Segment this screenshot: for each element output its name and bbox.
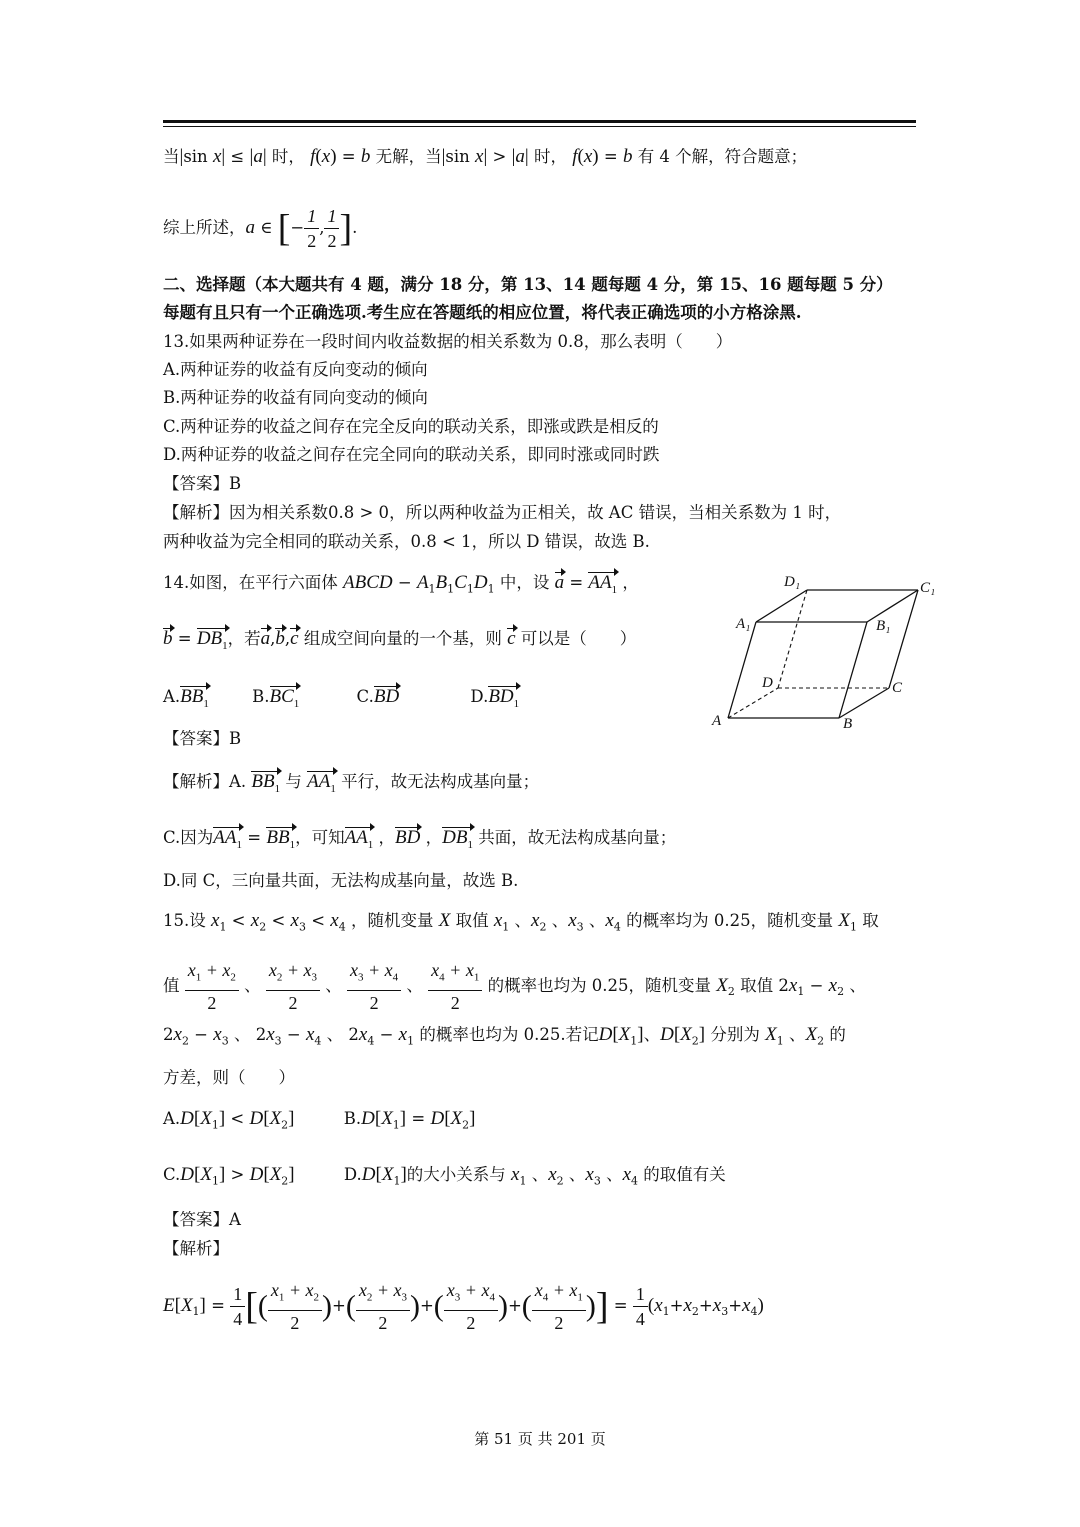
q14-stem-2: $b = DB_1$，若a,b,c 组成空间向量的一个基，则 c 可以是（ ） <box>163 628 636 657</box>
label-c1: C₁ <box>920 580 936 596</box>
q13-option-c: C.两种证券的收益之间存在完全反向的联动关系，即涨或跌是相反的 <box>163 417 659 436</box>
q14-options: $A.BB_1$ $B.BC_1$ C.BD $D.BD_1$ <box>163 686 519 715</box>
header-rule-thin <box>163 126 916 127</box>
q13-analysis-1: 【解析】因为相关系数0.8 > 0，所以两种收益为正相关，故 AC 错误，当相关系数为 1 时， <box>163 503 842 522</box>
label-a1: A₁ <box>736 616 751 632</box>
q13-stem: 13.如果两种证券在一段时间内收益数据的相关系数为 0.8，那么表明（ ） <box>163 332 733 351</box>
q15-stem-1: 15.设 $x_1 < x_2 < x_3 < x_4$ ，随机变量 X 取值 $x_1$ 、$x_2$ 、$x_3$ 、$x_4$ 的概率均为 0.25，随机变量 $X_1$ 取 <box>163 910 879 934</box>
q13-answer: 【答案】B <box>163 474 242 493</box>
section-heading-2: 每题有且只有一个正确选项.考生应在答题纸的相应位置，将代表正确选项的小方格涂黑. <box>163 303 802 322</box>
q15-stem-4: 方差，则（ ） <box>163 1068 295 1087</box>
label-c: C <box>892 680 903 696</box>
q14-answer: 【答案】B <box>163 729 242 748</box>
q14-analysis-c: C.因为$AA_1 = BB_1$，可知$AA_1$ ，BD ，$DB_1$ 共面，故无法构成基向量； <box>163 827 676 856</box>
q13-option-a: A.两种证券的收益有反向变动的倾向 <box>163 360 428 379</box>
q15-expectation-formula: $E[X_1]$ = $\frac{1}{4}$ [( $\frac{x_1 + x_2}{2}$ )+( $\frac{x_2 + x_3}{2}$ )+( $\frac{x_3 + x_4}{2}$ )+( $\frac{x_4 + x_1}{2}$ )] = $\frac{1}{4}$ $(x_1+x_2+x_3+x_4)$ <box>163 1280 764 1333</box>
label-b: B <box>843 716 853 732</box>
label-a: A <box>712 713 722 729</box>
q15-stem-3: $2x_2 - x_3$ 、 $2x_3 - x_4$ 、 $2x_4 - x_1$ 的概率也均为 0.25.若记$D[X_1]$、$D[X_2]$ 分别为 $X_1$ 、$X_2$ 的 <box>163 1024 846 1048</box>
label-b1: B₁ <box>876 618 891 634</box>
q15-options-cd: $C.D[X_1] > D[X_2]$ $D.D[X_1]$的大小关系与 $x_1$ 、$x_2$ 、$x_3$ 、$x_4$ 的取值有关 <box>163 1164 726 1188</box>
parallelepiped-figure <box>706 570 946 735</box>
q13-option-d: D.两种证券的收益之间存在完全同向的联动关系，即同时涨或同时跌 <box>163 445 660 464</box>
conclusion-line: 综上所述，a ∈ [− $\frac{1}{2}$ , $\frac{1}{2}$ ]. <box>163 206 358 251</box>
header-rule-thick <box>163 120 916 123</box>
q15-analysis-label: 【解析】 <box>163 1239 229 1258</box>
q15-options-ab: $A.D[X_1] < D[X_2] B.D[X_1] = D[X_2]$ <box>163 1108 476 1132</box>
q13-analysis-2: 两种收益为完全相同的联动关系，0.8 < 1，所以 D 错误，故选 B. <box>163 532 650 551</box>
q14-analysis-d: D.同 C，三向量共面，无法构成基向量，故选 B. <box>163 871 519 890</box>
continuation-line-1: 当|sin x| ≤ |a| 时， f(x) = b 无解，当|sin x| > |a| 时， f(x) = b 有 4 个解，符合题意； <box>163 146 808 167</box>
page-footer: 第 51 页 共 201 页 <box>474 1430 606 1448</box>
q14-stem-1: 14.如图，在平行六面体 ABCD − $A_1B_1C_1D_1$ 中，设 $a = AA_1$ ， <box>163 572 639 601</box>
q15-stem-2: 值 $\frac{x_1 + x_2}{2}$ 、 $\frac{x_2 + x_3}{2}$ 、 $\frac{x_3 + x_4}{2}$ 、 $\frac{x_4 + x_1}{2}$ 的概率也均为 0.25，随机变量 $X_2$ 取值 $2x_1 - x_2$ 、 <box>163 960 866 1013</box>
label-d: D <box>762 675 773 691</box>
q13-option-b: B.两种证券的收益有同向变动的倾向 <box>163 388 428 407</box>
q15-answer: 【答案】A <box>163 1210 241 1229</box>
q14-analysis-a: 【解析】A. $BB_1$ 与 $AA_1$ 平行，故无法构成基向量； <box>163 771 539 800</box>
label-d1: D₁ <box>784 574 801 590</box>
section-heading-1: 二、选择题（本大题共有 4 题，满分 18 分，第 13、14 题每题 4 分，第 15、16 题每题 5 分） <box>163 275 893 294</box>
